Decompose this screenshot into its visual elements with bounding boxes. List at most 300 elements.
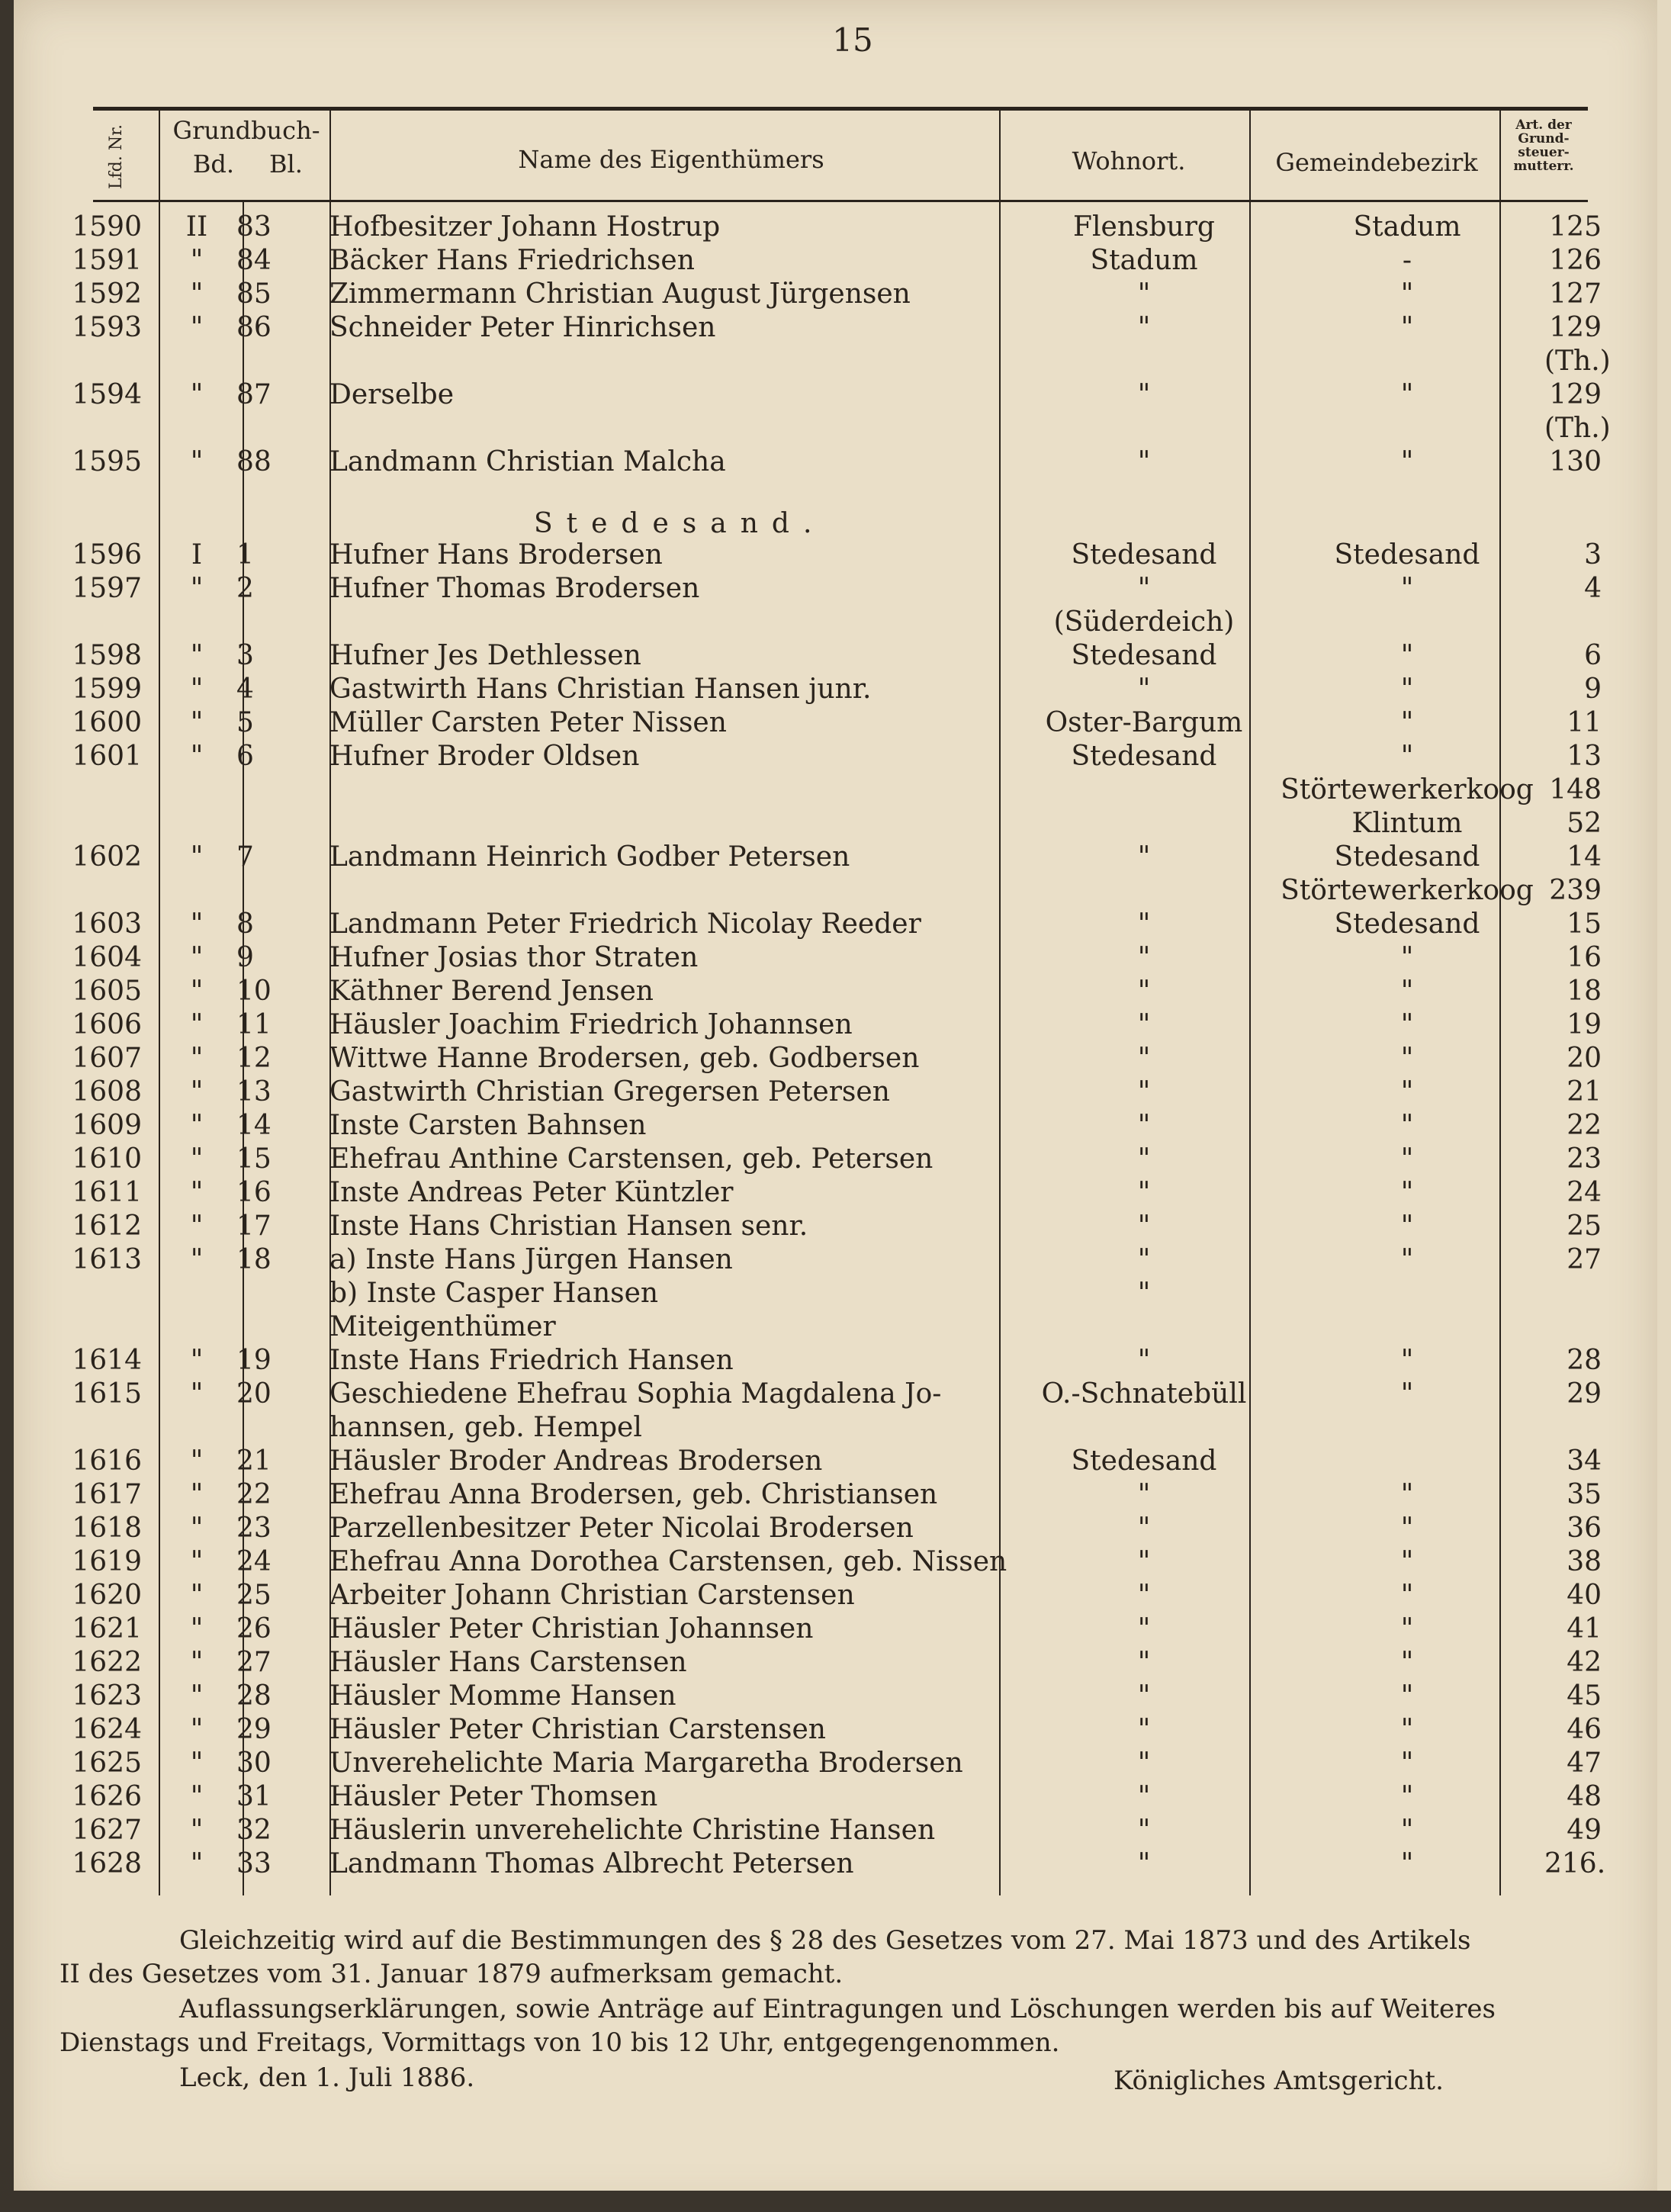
- cell-artikel: 24: [1567, 1177, 1602, 1208]
- table-row: [53, 1277, 1594, 1310]
- cell-artikel: 23: [1567, 1143, 1602, 1175]
- cell-wohnort: ": [1137, 1110, 1151, 1141]
- cell-blatt: 31: [236, 1781, 272, 1812]
- cell-owner-name: Häusler Peter Christian Johannsen: [329, 1613, 814, 1645]
- header-bl: Bl.: [269, 150, 303, 178]
- cell-wohnort: ": [1137, 908, 1151, 940]
- cell-nr: 1599: [72, 674, 142, 705]
- cell-band: ": [190, 1244, 204, 1275]
- cell-nr: 1608: [72, 1076, 142, 1108]
- cell-band: ": [190, 1177, 204, 1208]
- cell-gemeindebezirk: Störtewerkerkoog: [1281, 875, 1534, 906]
- cell-wohnort: ": [1137, 1781, 1151, 1812]
- cell-gemeindebezirk: ": [1400, 741, 1414, 772]
- footer-line-1: Gleichzeitig wird auf die Bestimmungen des § 28 des Gesetzes vom 27. Mai 1873 und des Artikels: [179, 1925, 1471, 1956]
- cell-artikel: 36: [1567, 1513, 1602, 1544]
- cell-blatt: 16: [236, 1177, 272, 1208]
- cell-blatt: 84: [236, 245, 272, 276]
- cell-band: ": [190, 1580, 204, 1611]
- cell-blatt: 32: [236, 1815, 272, 1846]
- table-row: [53, 975, 1602, 1008]
- cell-owner-name: Gastwirth Hans Christian Hansen junr.: [329, 674, 872, 705]
- cell-wohnort: Stedesand: [1071, 640, 1217, 671]
- cell-gemeindebezirk: ": [1400, 674, 1414, 705]
- page-bottom-edge: [0, 2191, 1671, 2212]
- cell-blatt: 1: [236, 539, 254, 571]
- cell-nr: 1613: [72, 1244, 142, 1275]
- table-row: [53, 1378, 1602, 1411]
- cell-owner-name: Inste Hans Friedrich Hansen: [329, 1345, 734, 1376]
- cell-wohnort: ": [1137, 1345, 1151, 1376]
- cell-band: ": [190, 1714, 204, 1745]
- cell-artikel: 35: [1567, 1479, 1602, 1510]
- cell-owner-name: Häusler Peter Thomsen: [329, 1781, 658, 1812]
- table-row: [53, 1008, 1602, 1042]
- cell-gemeindebezirk: Stedesand: [1334, 908, 1480, 940]
- table-row: [53, 1344, 1602, 1378]
- cell-band: ": [190, 1613, 204, 1645]
- cell-band: ": [190, 942, 204, 973]
- cell-artikel: 125: [1549, 211, 1602, 243]
- cell-wohnort: ": [1137, 1714, 1151, 1745]
- cell-nr: 1590: [72, 211, 142, 243]
- cell-owner-name: Hufner Jes Dethlessen: [329, 640, 641, 671]
- cell-artikel: 3: [1584, 539, 1602, 571]
- cell-wohnort: ": [1137, 1747, 1151, 1779]
- cell-band: ": [190, 640, 204, 671]
- table-row: [53, 244, 1602, 278]
- cell-artikel: 4: [1584, 573, 1602, 604]
- cell-artikel: 129: [1549, 312, 1602, 343]
- cell-nr: 1605: [72, 976, 142, 1007]
- table-row: [53, 1411, 1594, 1445]
- cell-wohnort: ": [1137, 1278, 1151, 1309]
- cell-artikel: 40: [1567, 1580, 1602, 1611]
- cell-band: ": [190, 379, 204, 410]
- cell-nr: 1597: [72, 573, 142, 604]
- cell-gemeindebezirk: ": [1400, 1143, 1414, 1175]
- cell-band: ": [190, 1513, 204, 1544]
- cell-nr: 1592: [72, 278, 142, 310]
- cell-owner-name: Gastwirth Christian Gregersen Petersen: [329, 1076, 890, 1108]
- cell-gemeindebezirk: ": [1400, 1580, 1414, 1611]
- cell-owner-name: Hufner Thomas Brodersen: [329, 573, 700, 604]
- table-row: [53, 311, 1602, 345]
- cell-owner-name: Unverehelichte Maria Margaretha Brodersen: [329, 1747, 963, 1779]
- cell-gemeindebezirk: ": [1400, 312, 1414, 343]
- cell-gemeindebezirk: Stedesand: [1334, 539, 1480, 571]
- cell-blatt: 25: [236, 1580, 272, 1611]
- cell-artikel: 15: [1567, 908, 1602, 940]
- cell-artikel: 38: [1567, 1546, 1602, 1577]
- cell-nr: 1625: [72, 1747, 142, 1779]
- table-row: [53, 908, 1602, 941]
- table-row: [53, 412, 1611, 445]
- cell-wohnort: ": [1137, 446, 1151, 477]
- cell-band: ": [190, 741, 204, 772]
- cell-wohnort: Stedesand: [1071, 1445, 1217, 1477]
- cell-wohnort: Flensburg: [1073, 211, 1215, 243]
- cell-owner-name: Miteigenthümer: [329, 1311, 556, 1342]
- cell-wohnort: ": [1137, 1513, 1151, 1544]
- cell-owner-name: Schneider Peter Hinrichsen: [329, 312, 716, 343]
- cell-band: ": [190, 1848, 204, 1879]
- table-row: [53, 1545, 1602, 1579]
- cell-owner-name: Landmann Peter Friedrich Nicolay Reeder: [329, 908, 921, 940]
- cell-nr: 1602: [72, 841, 142, 873]
- cell-gemeindebezirk: -: [1402, 245, 1412, 276]
- cell-owner-name: Landmann Thomas Albrecht Petersen: [329, 1848, 854, 1879]
- table-row: [53, 1612, 1602, 1646]
- cell-wohnort: ": [1137, 573, 1151, 604]
- cell-gemeindebezirk: ": [1400, 1076, 1414, 1108]
- cell-blatt: 13: [236, 1076, 272, 1108]
- table-row: [53, 1143, 1602, 1176]
- cell-band: I: [191, 539, 203, 571]
- cell-nr: 1591: [72, 245, 142, 276]
- cell-artikel: 6: [1584, 640, 1602, 671]
- table-row: [53, 807, 1602, 841]
- table-row: [53, 1646, 1602, 1680]
- cell-nr: 1624: [72, 1714, 142, 1745]
- cell-wohnort: ": [1137, 1143, 1151, 1175]
- cell-band: ": [190, 1747, 204, 1779]
- table-top-rule: [93, 107, 1588, 111]
- cell-artikel: 25: [1567, 1210, 1602, 1242]
- cell-nr: 1598: [72, 640, 142, 671]
- cell-gemeindebezirk: ": [1400, 573, 1414, 604]
- cell-artikel: 27: [1567, 1244, 1602, 1275]
- cell-band: ": [190, 1076, 204, 1108]
- table-row: [53, 1109, 1602, 1143]
- cell-owner-name: Landmann Christian Malcha: [329, 446, 726, 477]
- cell-artikel: 18: [1567, 976, 1602, 1007]
- cell-artikel: 46: [1567, 1714, 1602, 1745]
- table-row: [53, 1243, 1602, 1277]
- footer-line-3: Auflassungserklärungen, sowie Anträge auf Eintragungen und Löschungen werden bis auf Weiteres: [179, 1994, 1496, 2024]
- table-row: [53, 941, 1602, 975]
- cell-owner-name: Ehefrau Anthine Carstensen, geb. Petersen: [329, 1143, 934, 1175]
- cell-band: ": [190, 573, 204, 604]
- cell-gemeindebezirk: ": [1400, 1747, 1414, 1779]
- cell-blatt: 23: [236, 1513, 272, 1544]
- cell-gemeindebezirk: ": [1400, 1009, 1414, 1040]
- cell-wohnort: ": [1137, 1177, 1151, 1208]
- cell-artikel: 22: [1567, 1110, 1602, 1141]
- cell-nr: 1612: [72, 1210, 142, 1242]
- cell-blatt: 8: [236, 908, 254, 940]
- cell-blatt: 2: [236, 573, 254, 604]
- cell-owner-name: Landmann Heinrich Godber Petersen: [329, 841, 850, 873]
- cell-wohnort: Stedesand: [1071, 741, 1217, 772]
- book-spine: [0, 0, 14, 2212]
- table-row: [53, 1075, 1602, 1109]
- table-row: [53, 1713, 1602, 1747]
- cell-band: ": [190, 1043, 204, 1074]
- cell-gemeindebezirk: ": [1400, 1479, 1414, 1510]
- cell-artikel: 127: [1549, 278, 1602, 310]
- table-row: [53, 1512, 1602, 1545]
- cell-owner-name: Ehefrau Anna Dorothea Carstensen, geb. Nissen: [329, 1546, 1007, 1577]
- page-number: 15: [832, 21, 873, 59]
- cell-artikel: 49: [1567, 1815, 1602, 1846]
- cell-nr: 1603: [72, 908, 142, 940]
- cell-gemeindebezirk: ": [1400, 1110, 1414, 1141]
- cell-blatt: 83: [236, 211, 272, 243]
- table-row: [53, 1176, 1602, 1210]
- cell-blatt: 87: [236, 379, 272, 410]
- cell-artikel: 14: [1567, 841, 1602, 873]
- table-row: [53, 1478, 1602, 1512]
- cell-nr: 1616: [72, 1445, 142, 1477]
- cell-band: ": [190, 841, 204, 873]
- table-row: [53, 706, 1602, 740]
- cell-nr: 1607: [72, 1043, 142, 1074]
- cell-band: ": [190, 278, 204, 310]
- cell-blatt: 30: [236, 1747, 272, 1779]
- cell-band: ": [190, 1110, 204, 1141]
- cell-owner-name: Häusler Peter Christian Carstensen: [329, 1714, 826, 1745]
- cell-gemeindebezirk: ": [1400, 1781, 1414, 1812]
- table-row: [53, 1579, 1602, 1612]
- cell-band: ": [190, 1445, 204, 1477]
- cell-artikel: 47: [1567, 1747, 1602, 1779]
- cell-gemeindebezirk: ": [1400, 1848, 1414, 1879]
- table-row: [53, 278, 1602, 311]
- cell-blatt: 22: [236, 1479, 272, 1510]
- cell-nr: 1606: [72, 1009, 142, 1040]
- cell-artikel: (Th.): [1544, 413, 1611, 444]
- cell-band: ": [190, 1009, 204, 1040]
- cell-band: ": [190, 1345, 204, 1376]
- cell-gemeindebezirk: ": [1400, 1345, 1414, 1376]
- cell-owner-name: Zimmermann Christian August Jürgensen: [329, 278, 911, 310]
- cell-nr: 1628: [72, 1848, 142, 1879]
- cell-blatt: 88: [236, 446, 272, 477]
- cell-blatt: 5: [236, 707, 254, 738]
- cell-gemeindebezirk: ": [1400, 1177, 1414, 1208]
- cell-artikel: 34: [1567, 1445, 1602, 1477]
- cell-nr: 1621: [72, 1613, 142, 1645]
- cell-band: ": [190, 1815, 204, 1846]
- cell-nr: 1618: [72, 1513, 142, 1544]
- cell-wohnort: ": [1137, 1647, 1151, 1678]
- cell-band: ": [190, 1143, 204, 1175]
- cell-gemeindebezirk: ": [1400, 1210, 1414, 1242]
- cell-wohnort: ": [1137, 1613, 1151, 1645]
- cell-nr: 1626: [72, 1781, 142, 1812]
- cell-band: ": [190, 312, 204, 343]
- cell-gemeindebezirk: ": [1400, 1613, 1414, 1645]
- table-row: [53, 773, 1602, 807]
- cell-owner-name: Inste Andreas Peter Küntzler: [329, 1177, 734, 1208]
- cell-owner-name: Inste Hans Christian Hansen senr.: [329, 1210, 808, 1242]
- cell-gemeindebezirk: ": [1400, 1815, 1414, 1846]
- cell-artikel: 148: [1549, 774, 1602, 805]
- cell-owner-name: Häusler Broder Andreas Brodersen: [329, 1445, 823, 1477]
- cell-blatt: 18: [236, 1244, 272, 1275]
- cell-wohnort: Oster-Bargum: [1045, 707, 1243, 738]
- cell-wohnort: Stedesand: [1071, 539, 1217, 571]
- cell-blatt: 33: [236, 1848, 272, 1879]
- cell-owner-name: Häusler Joachim Friedrich Johannsen: [329, 1009, 853, 1040]
- table-row: [53, 1310, 1594, 1344]
- cell-gemeindebezirk: ": [1400, 640, 1414, 671]
- cell-band: ": [190, 1479, 204, 1510]
- cell-artikel: 28: [1567, 1345, 1602, 1376]
- table-row: [53, 1445, 1602, 1478]
- cell-owner-name: Häuslerin unverehelichte Christine Hansen: [329, 1815, 936, 1846]
- cell-gemeindebezirk: ": [1400, 278, 1414, 310]
- cell-nr: 1600: [72, 707, 142, 738]
- cell-blatt: 27: [236, 1647, 272, 1678]
- cell-blatt: 24: [236, 1546, 272, 1577]
- cell-nr: 1594: [72, 379, 142, 410]
- header-bottom-rule: [93, 200, 1588, 202]
- table-row: [53, 1814, 1602, 1847]
- cell-owner-name: Arbeiter Johann Christian Carstensen: [329, 1580, 855, 1611]
- cell-blatt: 28: [236, 1680, 272, 1712]
- cell-wohnort: ": [1137, 1848, 1151, 1879]
- header-nr: Lfd. Nr.: [107, 124, 126, 189]
- cell-blatt: 86: [236, 312, 272, 343]
- cell-owner-name: Wittwe Hanne Brodersen, geb. Godbersen: [329, 1043, 920, 1074]
- cell-wohnort: ": [1137, 942, 1151, 973]
- cell-band: ": [190, 707, 204, 738]
- cell-owner-name: Häusler Hans Carstensen: [329, 1647, 687, 1678]
- cell-artikel: 19: [1567, 1009, 1602, 1040]
- footer-line-4: Dienstags und Freitags, Vormittags von 10 bis 12 Uhr, entgegengenommen.: [59, 2027, 1060, 2058]
- header-grundbuch: Grundbuch-: [172, 116, 320, 145]
- cell-artikel: (Th.): [1544, 346, 1611, 377]
- table-row: [53, 572, 1602, 606]
- cell-artikel: 52: [1567, 808, 1602, 839]
- cell-gemeindebezirk: Stedesand: [1334, 841, 1480, 873]
- cell-band: ": [190, 1680, 204, 1712]
- cell-owner-name: Derselbe: [329, 379, 455, 410]
- cell-owner-name: Hufner Broder Oldsen: [329, 741, 640, 772]
- cell-artikel: 41: [1567, 1613, 1602, 1645]
- cell-artikel: 13: [1567, 741, 1602, 772]
- cell-blatt: 29: [236, 1714, 272, 1745]
- cell-blatt: 19: [236, 1345, 272, 1376]
- cell-wohnort: Stadum: [1090, 245, 1198, 276]
- footer-court: Königliches Amtsgericht.: [1113, 2066, 1444, 2096]
- cell-owner-name: Bäcker Hans Friedrichsen: [329, 245, 695, 276]
- cell-nr: 1595: [72, 446, 142, 477]
- table-row: [53, 1680, 1602, 1713]
- cell-wohnort: (Süderdeich): [1053, 606, 1235, 638]
- cell-nr: 1614: [72, 1345, 142, 1376]
- table-row: [53, 1747, 1602, 1780]
- cell-blatt: 14: [236, 1110, 272, 1141]
- cell-wohnort: ": [1137, 1009, 1151, 1040]
- cell-gemeindebezirk: ": [1400, 1513, 1414, 1544]
- table-row: [53, 211, 1602, 244]
- cell-artikel: 239: [1549, 875, 1602, 906]
- header-name: Name des Eigenthümers: [518, 145, 824, 174]
- cell-artikel: 11: [1567, 707, 1602, 738]
- table-row: [53, 1210, 1602, 1243]
- cell-gemeindebezirk: ": [1400, 1714, 1414, 1745]
- cell-owner-name: Hofbesitzer Johann Hostrup: [329, 211, 721, 243]
- cell-owner-name: Inste Carsten Bahnsen: [329, 1110, 647, 1141]
- cell-band: ": [190, 1781, 204, 1812]
- cell-blatt: 26: [236, 1613, 272, 1645]
- cell-gemeindebezirk: ": [1400, 1680, 1414, 1712]
- cell-gemeindebezirk: ": [1400, 942, 1414, 973]
- cell-wohnort: ": [1137, 1244, 1151, 1275]
- cell-blatt: 7: [236, 841, 254, 873]
- cell-artikel: 21: [1567, 1076, 1602, 1108]
- cell-wohnort: ": [1137, 1076, 1151, 1108]
- cell-nr: 1596: [72, 539, 142, 571]
- cell-gemeindebezirk: ": [1400, 1647, 1414, 1678]
- cell-artikel: 42: [1567, 1647, 1602, 1678]
- cell-blatt: 15: [236, 1143, 272, 1175]
- cell-wohnort: ": [1137, 841, 1151, 873]
- cell-owner-name: Geschiedene Ehefrau Sophia Magdalena Jo-: [329, 1378, 942, 1410]
- table-row: [53, 378, 1602, 412]
- section-title: Stedesand.: [534, 508, 826, 539]
- cell-wohnort: ": [1137, 1479, 1151, 1510]
- cell-gemeindebezirk: ": [1400, 1244, 1414, 1275]
- cell-owner-name: a) Inste Hans Jürgen Hansen: [329, 1244, 733, 1275]
- cell-owner-name: b) Inste Casper Hansen: [329, 1278, 659, 1309]
- cell-nr: 1623: [72, 1680, 142, 1712]
- cell-wohnort: ": [1137, 379, 1151, 410]
- cell-owner-name: Häusler Momme Hansen: [329, 1680, 676, 1712]
- table-row: [53, 1847, 1606, 1881]
- header-gemeindebezirk: Gemeindebezirk: [1275, 148, 1478, 177]
- cell-nr: 1611: [72, 1177, 142, 1208]
- cell-artikel: 126: [1549, 245, 1602, 276]
- cell-blatt: 17: [236, 1210, 272, 1242]
- cell-owner-name: Hufner Hans Brodersen: [329, 539, 663, 571]
- footer-place-date: Leck, den 1. Juli 1886.: [179, 2062, 475, 2093]
- cell-nr: 1609: [72, 1110, 142, 1141]
- table-row: [53, 1780, 1602, 1814]
- cell-wohnort: ": [1137, 1815, 1151, 1846]
- cell-wohnort: ": [1137, 1580, 1151, 1611]
- cell-artikel: 9: [1584, 674, 1602, 705]
- cell-nr: 1622: [72, 1647, 142, 1678]
- cell-nr: 1619: [72, 1546, 142, 1577]
- cell-owner-name: Käthner Berend Jensen: [329, 976, 654, 1007]
- cell-gemeindebezirk: ": [1400, 1043, 1414, 1074]
- cell-wohnort: ": [1137, 674, 1151, 705]
- table-row: [53, 874, 1602, 908]
- cell-gemeindebezirk: Störtewerkerkoog: [1281, 774, 1534, 805]
- cell-gemeindebezirk: ": [1400, 707, 1414, 738]
- cell-gemeindebezirk: Klintum: [1351, 808, 1463, 839]
- cell-band: ": [190, 674, 204, 705]
- cell-band: ": [190, 1647, 204, 1678]
- cell-band: II: [185, 211, 208, 243]
- header-wohnort: Wohnort.: [1072, 146, 1186, 175]
- cell-wohnort: ": [1137, 1680, 1151, 1712]
- cell-nr: 1610: [72, 1143, 142, 1175]
- cell-owner-name: Parzellenbesitzer Peter Nicolai Brodersen: [329, 1513, 914, 1544]
- cell-blatt: 20: [236, 1378, 272, 1410]
- cell-band: ": [190, 1210, 204, 1242]
- cell-band: ": [190, 446, 204, 477]
- table-row: [53, 841, 1602, 874]
- header-bd: Bd.: [192, 150, 235, 178]
- cell-wohnort: ": [1137, 1043, 1151, 1074]
- cell-wohnort: ": [1137, 278, 1151, 310]
- cell-owner-name: Hufner Josias thor Straten: [329, 942, 699, 973]
